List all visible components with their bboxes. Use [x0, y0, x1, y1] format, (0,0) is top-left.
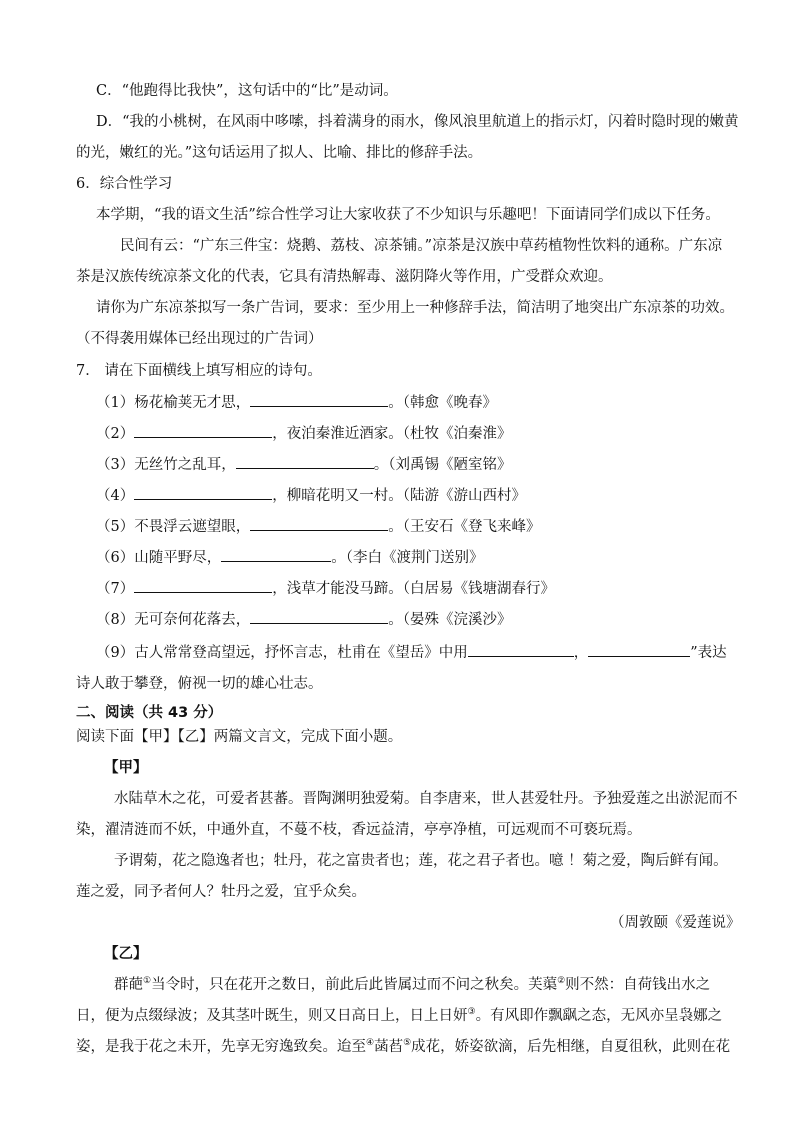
item-number: （2）	[96, 426, 135, 442]
q7-item-5	[96, 517, 540, 536]
answer-blank[interactable]	[250, 517, 388, 531]
answer-blank[interactable]	[134, 486, 272, 500]
item-text-after: ，柳暗花明又一村。（陆游《游山西村》	[272, 488, 526, 504]
item-text-after: 。（李白《渡荆门送别》	[331, 550, 484, 566]
item-9-text: （9）古人常常登高望远，抒怀言志，杜甫在《望岳》中用	[96, 645, 468, 661]
item-text-before: 无可奈何花落去，	[134, 612, 251, 628]
q6-passage-line1: 民间有云：“广东三件宝：烧鹅、荔枝、凉茶铺。”凉茶是汉族中草药植物性饮料的通称。广东凉	[120, 238, 723, 254]
q6-note: （不得袭用媒体已经出现过的广告词）	[76, 331, 323, 347]
item-number: （3）	[96, 457, 135, 473]
item-number: （6）	[96, 550, 135, 566]
passage-yi-label: 【乙】	[104, 946, 148, 962]
section-intro: 阅读下面【甲】【乙】两篇文言文，完成下面小题。	[76, 729, 403, 745]
answer-blank[interactable]	[221, 548, 331, 562]
item-9-separator: ，	[573, 645, 589, 661]
passage-jia-label: 【甲】	[104, 760, 148, 776]
answer-blank[interactable]	[588, 643, 690, 657]
item-text-before: 不畏浮云遮望眼，	[134, 519, 251, 535]
footnote-marker: ④	[366, 1038, 375, 1049]
item-number: （5）	[96, 519, 135, 535]
item-text-after: ，夜泊秦淮近酒家。（杜牧《泊秦淮》	[272, 426, 512, 442]
passage-jia-line1: 水陆草木之花，可爱者甚蕃。晋陶渊明独爱菊。自李唐来，世人甚爱牡丹。予独爱莲之出淤泥而不	[114, 791, 738, 807]
passage-jia-line4: 莲之爱，同予者何人？牡丹之爱，宜乎众矣。	[76, 884, 366, 900]
footnote-marker: ③	[467, 1007, 476, 1018]
q7-item-3	[96, 455, 511, 474]
q5-option-c: C．“他跑得比我快”，这句话中的“比”是动词。	[96, 83, 398, 99]
q6-title: 6．综合性学习	[76, 176, 173, 192]
passage-yi-line1	[114, 976, 710, 994]
answer-blank[interactable]	[250, 393, 388, 407]
answer-blank[interactable]	[134, 424, 272, 438]
q7-item-4	[96, 486, 526, 505]
section-heading: 二、阅读（共 43 分）	[76, 705, 223, 721]
q7-item-6	[96, 548, 483, 567]
answer-blank[interactable]	[236, 455, 374, 469]
text-segment: 当令时，只在花开之数日，前此后此皆属过而不问之秋矣。芙蕖	[151, 977, 558, 993]
item-text-after: ，浅草才能没马蹄。（白居易《钱塘湖春行》	[272, 581, 555, 597]
answer-blank[interactable]	[468, 643, 574, 657]
passage-jia-line2: 染，濯清涟而不妖，中通外直，不蔓不枝，香远益清，亭亭净植，可远观而不可亵玩焉。	[76, 822, 642, 838]
footnote-marker: ⑤	[403, 1038, 412, 1049]
q7-item-1	[96, 393, 497, 412]
item-number: （7）	[96, 581, 135, 597]
text-segment: 则不然：自荷钱出水之	[565, 977, 711, 993]
item-text-after: 。（韩愈《晚春》	[388, 395, 497, 411]
q6-intro: 本学期，“我的语文生活”综合性学习让大家收获了不少知识与乐趣吧！下面请同学们成以下任务。	[96, 207, 720, 223]
q7-item-7	[96, 579, 555, 598]
text-segment: 菡萏	[374, 1039, 404, 1055]
footnote-marker: ①	[143, 976, 152, 987]
q7-title: 7． 请在下面横线上填写相应的诗句。	[76, 363, 322, 379]
text-segment: 姿，是我于花之未开，先享无穷逸致矣。迨至	[76, 1039, 366, 1055]
text-segment: 日，便为点缀绿波；及其茎叶既生，则又日高日上，日上日妍	[76, 1008, 468, 1024]
item-text-after: 。（王安石《登飞来峰》	[388, 519, 541, 535]
answer-blank[interactable]	[250, 610, 388, 624]
footnote-marker: ②	[557, 976, 566, 987]
answer-blank[interactable]	[134, 579, 272, 593]
item-number: （4）	[96, 488, 135, 504]
item-text-before: 无丝竹之乱耳，	[134, 457, 236, 473]
q5-option-d-line1: D．“我的小桃树，在风雨中哆嗦，抖着满身的雨水，像风浪里航道上的指示灯，闪着时隐时现的嫩黄	[96, 114, 739, 130]
q6-passage-line2: 茶是汉族传统凉茶文化的代表，它具有清热解毒、滋阴降火等作用，广受群众欢迎。	[76, 269, 613, 285]
q7-item-9-line1	[96, 643, 727, 662]
item-number: （8）	[96, 612, 135, 628]
item-text-before: 杨花榆荚无才思，	[134, 395, 251, 411]
passage-yi-line2	[76, 1007, 722, 1025]
item-text-after: 。（刘禹锡《陋室铭》	[373, 457, 512, 473]
passage-yi-line3	[76, 1038, 730, 1056]
item-9-text-end: ”表达	[690, 645, 727, 661]
q6-task: 请你为广东凉茶拟写一条广告词，要求：至少用上一种修辞手法，简洁明了地突出广东凉茶的功效。	[96, 300, 734, 316]
q7-item-2	[96, 424, 511, 443]
q7-item-8	[96, 610, 511, 629]
text-segment: 。有风即作飘飖之态，无风亦呈袅娜之	[475, 1008, 723, 1024]
text-segment: 群葩	[114, 977, 143, 993]
text-segment: 成花，娇姿欲滴，后先相继，自夏徂秋，此则在花	[411, 1039, 731, 1055]
passage-jia-line3: 予谓菊，花之隐逸者也；牡丹，花之富贵者也；莲，花之君子者也。噫 ！菊之爱，陶后鲜有闻。	[114, 853, 728, 869]
item-text-before: 山随平野尽，	[134, 550, 222, 566]
q7-item-9-line2: 诗人敢于攀登，俯视一切的雄心壮志。	[76, 676, 323, 692]
passage-jia-source: （周敦颐《爱莲说》	[610, 915, 741, 931]
item-text-after: 。（晏殊《浣溪沙》	[388, 612, 512, 628]
item-number: （1）	[96, 395, 135, 411]
q5-option-d-line2: 的光，嫩红的光。”这句话运用了拟人、比喻、排比的修辞手法。	[76, 145, 483, 161]
